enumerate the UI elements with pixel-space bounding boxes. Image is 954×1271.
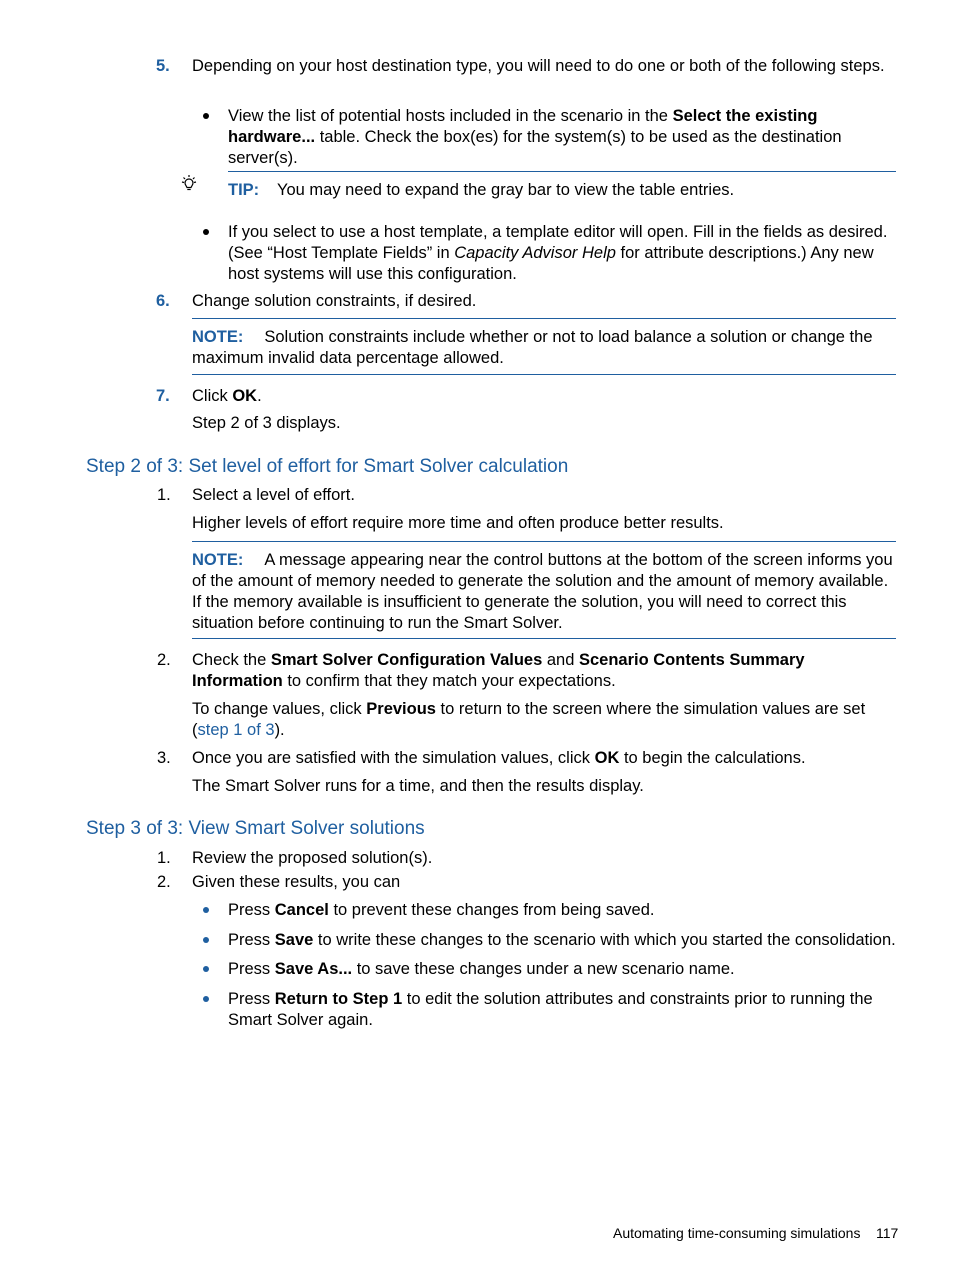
footer-title: Automating time-consuming simulations (613, 1225, 861, 1241)
step-5-number: 5. (156, 57, 170, 75)
step-6-note: NOTE: Solution constraints include whether or not to load balance a solution or change the maximum invalid data percentage allowed. (192, 328, 873, 367)
bullet-icon (203, 229, 209, 235)
section-2-item-2-text: Check the Smart Solver Configuration Values and Scenario Contents Summary Information to confirm that they match your expectations. (192, 651, 805, 690)
step-7-number: 7. (156, 387, 170, 405)
bullet-icon (203, 996, 209, 1002)
step-6-text: Change solution constraints, if desired. (192, 292, 477, 310)
tip-text: You may need to expand the gray bar to view the table entries. (277, 181, 735, 199)
section-2-item-1-number: 1. (157, 486, 171, 504)
section-2-item-1-para: Higher levels of effort require more time and often produce better results. (192, 514, 724, 532)
bullet-icon (203, 113, 209, 119)
section-2-item-2-number: 2. (157, 651, 171, 669)
step-6-number: 6. (156, 292, 170, 310)
section-2-item-2-para: To change values, click Previous to return to the screen where the simulation values are set (step 1 of 3). (192, 700, 866, 739)
bullet-icon (203, 937, 209, 943)
section-2-item-3-text: Once you are satisfied with the simulation values, click OK to begin the calculations. (192, 749, 806, 767)
list-item: Press Save to write these changes to the scenario with which you started the consolidation. (228, 931, 896, 949)
note-top-rule (192, 318, 896, 319)
tip-top-rule (228, 171, 896, 172)
section-3-heading: Step 3 of 3: View Smart Solver solutions (86, 818, 425, 839)
list-item: Press Cancel to prevent these changes from being saved. (228, 901, 655, 919)
section-2-item-1-text: Select a level of effort. (192, 486, 355, 504)
section-2-note: NOTE: A message appearing near the control buttons at the bottom of the screen informs you of the amount of memory needed to generate the solution and the amount of memory available. If the memory available is insufficient to generate the solution, you will need to correct this situation before continuing to run the Smart Solver. (192, 551, 893, 632)
note-bottom-rule (192, 374, 896, 375)
step-5-bullet-1: View the list of potential hosts included in the scenario in the Select the existing hardware... table. Check the box(es) for the system(s) to be used as the destination server(s). (228, 107, 842, 167)
section-3-item-1-text: Review the proposed solution(s). (192, 849, 433, 867)
section-2-item-3-number: 3. (157, 749, 171, 767)
tip-label: TIP: (228, 181, 260, 199)
section-3-item-1-number: 1. (157, 849, 171, 867)
lightbulb-icon (179, 174, 199, 194)
page-number: 117 (876, 1225, 899, 1241)
note-top-rule (192, 541, 896, 542)
list-item: Press Save As... to save these changes under a new scenario name. (228, 960, 735, 978)
note-bottom-rule (192, 638, 896, 639)
step-5-text: Depending on your host destination type, you will need to do one or both of the following steps. (192, 57, 885, 75)
step-7-result: Step 2 of 3 displays. (192, 414, 341, 432)
step-1-link[interactable]: step 1 of 3 (197, 721, 275, 739)
bullet-icon (203, 907, 209, 913)
list-item: Press Return to Step 1 to edit the solution attributes and constraints prior to running the Smart Solver again. (228, 990, 873, 1029)
section-3-item-2-number: 2. (157, 873, 171, 891)
section-3-item-2-text: Given these results, you can (192, 873, 401, 891)
bullet-icon (203, 966, 209, 972)
step-5-bullet-2: If you select to use a host template, a template editor will open. Fill in the fields as desired. (See “Host Template Fields” in Capacity Advisor Help for attribute descriptions.) Any new host systems will use this configuration. (228, 223, 888, 283)
section-2-heading: Step 2 of 3: Set level of effort for Smart Solver calculation (86, 456, 569, 477)
step-7-text: Click OK. (192, 387, 262, 405)
section-2-item-3-para: The Smart Solver runs for a time, and then the results display. (192, 777, 644, 795)
